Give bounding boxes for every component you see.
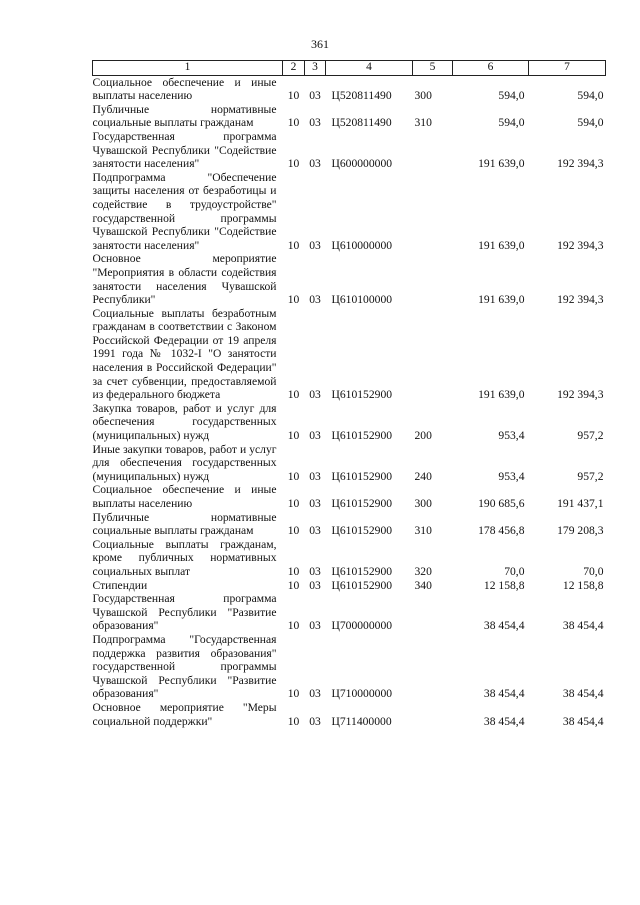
subsection-code-cell: 03	[309, 116, 321, 130]
subsection-code-cell: 03	[309, 388, 321, 402]
row-name-cell: Иные закупки товаров, работ и услуг для обеспечения государственных (муниципальных) нужд	[92, 442, 277, 483]
target-article-cell: Ц610152900	[331, 497, 393, 510]
target-article-cell: Ц610152900	[331, 578, 393, 592]
amount-year2-cell: 192 394,3	[557, 293, 604, 307]
row-name-cell: Основное мероприятие "Мероприятия в области содействия занятости населения Чувашской Республики"	[92, 252, 277, 307]
row-name-cell: Подпрограмма "Обеспечение защиты населения от безработицы и содействие в трудоустройстве" государственной программы Чувашской Республики "Содействие занятости населения"	[92, 170, 277, 252]
subsection-code-cell: 03	[309, 429, 321, 443]
table-row	[93, 75, 606, 103]
section-code-cell: 10	[287, 429, 300, 443]
expense-type-cell	[413, 171, 453, 253]
expense-type-cell: 240	[414, 469, 432, 483]
amount-year2-cell: 957,2	[577, 429, 604, 443]
table-row	[93, 402, 606, 443]
target-article-cell: Ц610152900	[331, 388, 393, 402]
expense-type-cell: 300	[414, 89, 432, 103]
target-article-cell: Ц610152900	[331, 429, 393, 443]
amount-year1-cell: 12 158,8	[483, 578, 525, 592]
amount-year1-cell: 191 639,0	[478, 293, 525, 307]
amount-year2-cell: 70,0	[583, 564, 604, 578]
amount-year2-cell: 38 454,4	[562, 687, 604, 701]
subsection-code-cell: 03	[309, 89, 321, 103]
header-cell: 4	[326, 61, 413, 76]
amount-year1-cell: 178 456,8	[478, 524, 525, 538]
target-article-cell: Ц520811490	[331, 116, 392, 130]
expense-type-cell	[413, 701, 453, 728]
subsection-code-cell: 03	[309, 714, 321, 728]
row-name-cell: Государственная программа Чувашской Республики "Развитие образования"	[92, 592, 277, 633]
target-article-cell: Ц610152900	[331, 469, 393, 483]
amount-year1-cell: 594,0	[498, 116, 525, 130]
expense-type-cell: 320	[414, 564, 432, 578]
amount-year2-cell: 192 394,3	[557, 238, 604, 252]
target-article-cell: Ц711400000	[331, 714, 392, 728]
amount-year1-cell: 191 639,0	[478, 157, 525, 171]
row-name-cell: Публичные нормативные социальные выплаты гражданам	[92, 102, 277, 130]
table-row	[93, 579, 606, 593]
expense-type-cell	[413, 252, 453, 306]
amount-year1-cell: 190 685,6	[478, 497, 525, 510]
row-name-cell: Социальные выплаты гражданам, кроме публичных нормативных социальных выплат	[92, 537, 277, 578]
table-header-row	[93, 61, 606, 76]
row-name-cell: Социальное обеспечение и иные выплаты населению	[92, 75, 277, 103]
table-row	[93, 483, 606, 510]
amount-year1-cell: 953,4	[498, 469, 525, 483]
amount-year2-cell: 12 158,8	[562, 578, 604, 592]
subsection-code-cell: 03	[309, 469, 321, 483]
section-code-cell: 10	[287, 388, 300, 402]
section-code-cell: 10	[287, 564, 300, 578]
target-article-cell: Ц520811490	[331, 89, 392, 103]
amount-year2-cell: 594,0	[577, 89, 604, 103]
table-row	[93, 252, 606, 306]
amount-year1-cell: 594,0	[498, 89, 525, 103]
section-code-cell: 10	[287, 578, 300, 592]
amount-year2-cell: 38 454,4	[562, 714, 604, 728]
expense-type-cell: 300	[414, 497, 432, 510]
row-name-cell: Государственная программа Чувашской Республики "Содействие занятости населения"	[92, 129, 277, 171]
target-article-cell: Ц600000000	[331, 157, 393, 171]
row-name-cell: Стипендии	[92, 578, 148, 592]
subsection-code-cell: 03	[309, 564, 321, 578]
table-row	[93, 443, 606, 484]
subsection-code-cell: 03	[309, 619, 321, 633]
subsection-code-cell: 03	[309, 238, 321, 252]
amount-year2-cell: 38 454,4	[562, 619, 604, 633]
amount-year2-cell: 191 437,1	[557, 497, 604, 510]
page-number: 361	[311, 37, 329, 51]
header-cell: 1	[93, 61, 283, 76]
section-code-cell: 10	[287, 687, 300, 701]
amount-year1-cell: 191 639,0	[478, 388, 525, 402]
expense-type-cell	[413, 633, 453, 701]
target-article-cell: Ц710000000	[331, 687, 393, 701]
row-name-cell: Подпрограмма "Государственная поддержка развития образования" государственной программы Чувашской Республики "Развитие образования"	[92, 632, 277, 701]
section-code-cell: 10	[287, 469, 300, 483]
header-cell: 2	[283, 61, 305, 76]
row-name-cell: Публичные нормативные социальные выплаты гражданам	[92, 510, 277, 538]
row-name-cell: Закупка товаров, работ и услуг для обеспечения государственных (муниципальных) нужд	[92, 401, 277, 443]
budget-table	[92, 60, 606, 728]
amount-year1-cell: 70,0	[504, 564, 525, 578]
section-code-cell: 10	[287, 293, 300, 307]
expense-type-cell: 200	[414, 429, 432, 443]
section-code-cell: 10	[287, 238, 300, 252]
amount-year2-cell: 192 394,3	[557, 388, 604, 402]
amount-year1-cell: 38 454,4	[483, 687, 525, 701]
row-name-cell: Социальные выплаты безработным гражданам в соответствии с Законом Российской Федерации от 19 апреля 1991 года № 1032-I "О занятости населения в Российской Федерации" за счет субвенции, предоставляемой из федерального бюджета	[92, 306, 277, 402]
subsection-code-cell: 03	[309, 497, 321, 510]
table-row	[93, 307, 606, 402]
amount-year1-cell: 38 454,4	[483, 714, 525, 728]
section-code-cell: 10	[287, 619, 300, 633]
expense-type-cell	[413, 307, 453, 402]
amount-year1-cell: 191 639,0	[478, 238, 525, 252]
section-code-cell: 10	[287, 497, 300, 510]
target-article-cell: Ц610100000	[331, 293, 393, 307]
section-code-cell: 10	[287, 116, 300, 130]
table-row	[93, 511, 606, 538]
row-name-cell: Основное мероприятие "Меры социальной поддержки"	[92, 700, 277, 728]
header-cell: 3	[305, 61, 326, 76]
amount-year1-cell: 953,4	[498, 429, 525, 443]
header-cell: 5	[413, 61, 453, 76]
amount-year2-cell: 594,0	[577, 116, 604, 130]
section-code-cell: 10	[287, 89, 300, 103]
subsection-code-cell: 03	[309, 687, 321, 701]
table-row	[93, 633, 606, 701]
section-code-cell: 10	[287, 714, 300, 728]
section-code-cell: 10	[287, 157, 300, 171]
amount-year2-cell: 192 394,3	[557, 157, 604, 171]
table-row	[93, 130, 606, 171]
row-name-cell: Социальное обеспечение и иные выплаты населению	[92, 483, 277, 510]
subsection-code-cell: 03	[309, 524, 321, 538]
header-cell: 6	[453, 61, 529, 76]
table-row	[93, 701, 606, 728]
section-code-cell: 10	[287, 524, 300, 538]
amount-year2-cell: 179 208,3	[557, 524, 604, 538]
table-row	[93, 103, 606, 130]
table-row	[93, 592, 606, 633]
target-article-cell: Ц610000000	[331, 238, 393, 252]
subsection-code-cell: 03	[309, 578, 321, 592]
target-article-cell: Ц610152900	[331, 564, 393, 578]
expense-type-cell	[413, 130, 453, 171]
amount-year1-cell: 38 454,4	[483, 619, 525, 633]
header-cell: 7	[529, 61, 606, 76]
target-article-cell: Ц610152900	[331, 524, 393, 538]
subsection-code-cell: 03	[309, 157, 321, 171]
table-row	[93, 171, 606, 253]
amount-year2-cell: 957,2	[577, 469, 604, 483]
expense-type-cell	[413, 592, 453, 633]
expense-type-cell: 340	[414, 578, 432, 592]
table-row	[93, 538, 606, 579]
target-article-cell: Ц700000000	[331, 619, 393, 633]
expense-type-cell: 310	[414, 524, 432, 538]
subsection-code-cell: 03	[309, 293, 321, 307]
expense-type-cell: 310	[414, 116, 432, 130]
